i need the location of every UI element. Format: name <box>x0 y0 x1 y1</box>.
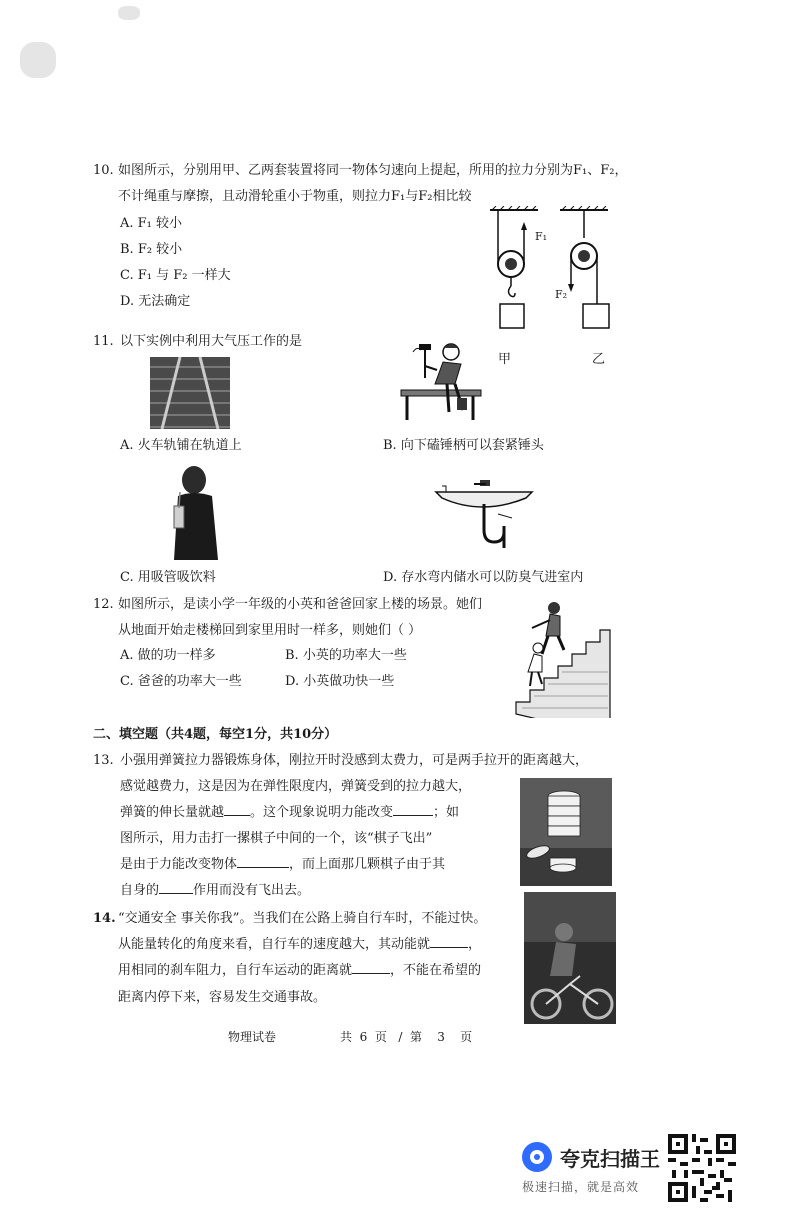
q13-blank-4 <box>159 879 193 894</box>
q11-number: 11. <box>93 334 114 349</box>
q14-line3 <box>118 958 481 984</box>
fig-label-f1: F₁ <box>535 230 548 243</box>
q10-option-c: C. F₁ 与 F₂ 一样大 <box>120 268 231 283</box>
q13-blank-1 <box>224 801 250 816</box>
q13-line4: 图所示，用力击打一摞棋子中间的一个，该“棋子飞出” <box>120 831 433 846</box>
q10-option-d: D. 无法确定 <box>120 294 191 309</box>
q13-line3-c: ；如 <box>433 805 460 820</box>
scan-smudge-left <box>20 42 56 78</box>
q13-blank-3 <box>237 853 289 868</box>
q12-stem-line2: 从地面开始走楼梯回到家里用时一样多，则她们（ ） <box>118 623 422 638</box>
fig-label-yi: 乙 <box>592 352 606 367</box>
section2-title: 二、填空题（共4题，每空1分，共10分） <box>93 727 338 742</box>
q13-line6 <box>120 878 310 904</box>
q13-line5 <box>120 852 445 878</box>
q11-option-c: C. 用吸管吸饮料 <box>120 570 216 585</box>
hammer-man-drawing <box>395 338 485 426</box>
q10-option-a: A. F₁ 较小 <box>120 216 183 231</box>
q13-line3-b: 。这个现象说明力能改变 <box>250 805 394 820</box>
q13-blank-2 <box>393 801 433 816</box>
q12-option-b: B. 小英的功率大一些 <box>285 648 407 663</box>
q14-line2-a: 从能量转化的角度来看，自行车的速度越大，其动能就 <box>118 937 431 952</box>
q14-blank-2 <box>352 959 390 974</box>
footer-subject: 物理试卷 <box>228 1030 277 1044</box>
q12-number: 12. <box>93 597 114 612</box>
fig-label-f2: F₂ <box>555 288 568 301</box>
q12-option-d: D. 小英做功快一些 <box>285 674 395 689</box>
boy-drinking-photo <box>170 462 222 560</box>
railway-track-photo <box>150 357 230 429</box>
q10-number: 10. <box>93 163 114 178</box>
q10-option-b: B. F₂ 较小 <box>120 242 183 257</box>
cyclist-photo <box>524 892 616 1024</box>
pulley-figure <box>480 206 620 336</box>
q13-line5-a: 是由于力能改变物体 <box>120 857 238 872</box>
q12-option-c: C. 爸爸的功率大一些 <box>120 674 242 689</box>
qr-code-icon <box>668 1134 736 1202</box>
q14-line3-a: 用相同的刹车阻力，自行车运动的距离就 <box>118 963 353 978</box>
q13-line6-b: 作用而没有飞出去。 <box>193 883 311 898</box>
q14-line2-b: ， <box>468 937 482 952</box>
q13-line1: 小强用弹簧拉力器锻炼身体，刚拉开时没感到太费力，可是两手拉开的距离越大， <box>120 753 589 768</box>
q10-stem-line2: 不计绳重与摩擦，且动滑轮重小于物重，则拉力F₁与F₂相比较 <box>118 189 472 204</box>
q11-option-a: A. 火车轨铺在轨道上 <box>120 438 242 453</box>
q10-stem-line1: 如图所示，分别用甲、乙两套装置将同一物体匀速向上提起，所用的拉力分别为F₁、F₂， <box>118 163 628 178</box>
brand-logo-icon <box>522 1142 552 1172</box>
q12-option-a: A. 做的功一样多 <box>120 648 216 663</box>
q13-number: 13. <box>93 753 114 768</box>
fig-label-jia: 甲 <box>498 352 512 367</box>
q14-line2 <box>118 932 481 958</box>
q13-line3 <box>120 800 459 826</box>
q14-line1: “交通安全 事关你我”。当我们在公路上骑自行车时，不能过快。 <box>118 911 487 926</box>
brand-slogan: 极速扫描，就是高效 <box>522 1180 640 1194</box>
chess-stack-photo <box>520 778 612 886</box>
q12-stem-line1: 如图所示，是读小学一年级的小英和爸爸回家上楼的场景。她们 <box>118 597 483 612</box>
q13-line6-a: 自身的 <box>120 883 160 898</box>
stairs-drawing <box>512 598 614 718</box>
q14-line4: 距离内停下来，容易发生交通事故。 <box>118 990 327 1005</box>
q14-blank-1 <box>430 933 468 948</box>
q14-line3-b: ，不能在希望的 <box>390 963 482 978</box>
q13-line5-b: ，而上面那几颗棋子由于其 <box>289 857 446 872</box>
q14-number: 14. <box>93 911 116 926</box>
q11-stem: 以下实例中利用大气压工作的是 <box>120 334 303 349</box>
scan-smudge-top <box>118 6 140 20</box>
brand-name: 夸克扫描王 <box>560 1147 660 1171</box>
footer-page-info: 共 6 页 / 第 3 页 <box>340 1030 473 1044</box>
q13-line3-a: 弹簧的伸长量就越 <box>120 805 225 820</box>
sink-trap-drawing <box>432 478 537 550</box>
q11-option-b: B. 向下磕锤柄可以套紧锤头 <box>383 438 544 453</box>
q11-option-d: D. 存水弯内储水可以防臭气进室内 <box>383 570 584 585</box>
q13-line2: 感觉越费力，这是因为在弹性限度内，弹簧受到的拉力越大， <box>120 779 472 794</box>
